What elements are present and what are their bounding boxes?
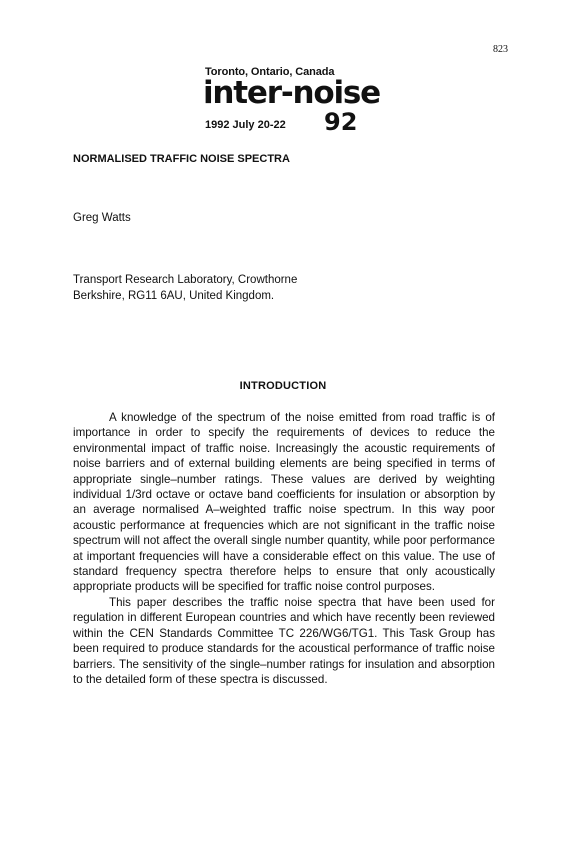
author-affiliation xyxy=(73,273,297,304)
conference-logo: inter-noise xyxy=(203,75,380,111)
page-number: 823 xyxy=(493,44,508,55)
conference-year-mark: 92 xyxy=(324,108,358,136)
author-name: Greg Watts xyxy=(73,212,131,224)
conference-dates: 1992 July 20-22 xyxy=(205,119,286,131)
body-paragraph: A knowledge of the spectrum of the noise emitted from road traffic is of importance in order to specify the requirements of devices to reduce the environmental impact of traffic noise. Increasingly the acoustic requirements of noise barriers and of external building elements are being specified in terms of appropriate single–number ratings. These values are derived by weighting individual 1/3rd octave or octave band coefficients for insulation or absorption by an average normalised A–weighted traffic noise spectrum. In this way poor acoustic performance at frequencies which are not significant in the traffic noise spectrum will not affect the overall single number quantity, while poor performance at important frequencies will have a considerable effect on this value. The use of standard frequency spectra therefore helps to ensure that only acoustically appropriate products will be specified for traffic noise control purposes. xyxy=(73,411,495,594)
body-paragraph: This paper describes the traffic noise spectra that have been used for regulation in different European countries and which have recently been reviewed within the CEN Standards Committee TC 226/WG6/TG1. This Task Group has been required to produce standards for the acoustical performance of traffic noise barriers. The sensitivity of the single–number ratings for insulation and absorption to the detailed form of these spectra is discussed. xyxy=(73,595,495,686)
conference-location: Toronto, Ontario, Canada xyxy=(205,66,335,78)
section-body-introduction xyxy=(73,410,495,687)
affiliation-line: Transport Research Laboratory, Crowthorne xyxy=(73,274,298,286)
paper-title: NORMALISED TRAFFIC NOISE SPECTRA xyxy=(73,153,290,165)
section-heading-introduction: INTRODUCTION xyxy=(239,380,327,392)
affiliation-line: Berkshire, RG11 6AU, United Kingdom. xyxy=(73,289,275,302)
